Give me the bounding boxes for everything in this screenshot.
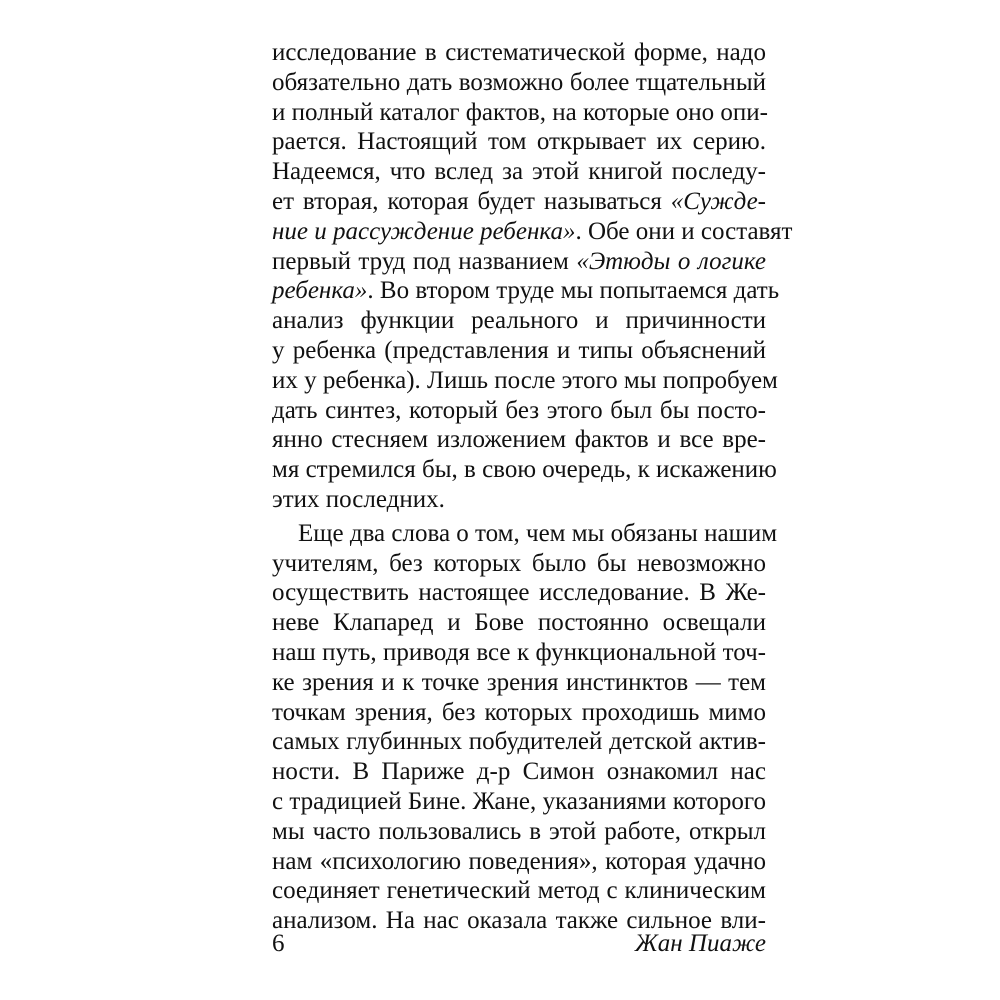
text-line: дать синтез, который без этого был бы посто- [272,396,766,424]
book-title-italic: ние и рассуждение ребенка» [272,217,576,245]
text-line: исследование в систематической форме, надо [272,39,766,66]
page-number: 6 [272,930,285,957]
text-line: ности. В Париже д-р Симон ознакомил нас [272,758,766,786]
text-line: учителям, без которых было бы невозможно [272,549,766,577]
text-line: с традицией Бине. Жане, указаниями которого [272,787,766,815]
text-run: . Обе они и составят [575,217,793,245]
text-run: первый труд под названием [272,247,577,275]
book-title-italic: «Сужде- [670,187,766,215]
page-body [272,38,793,936]
text-line: осуществить настоящее исследование. В Же- [272,579,766,607]
text-line [272,187,766,217]
book-title-italic: «Этюды о логике [576,247,766,275]
text-line [272,276,780,306]
paragraph-1 [272,38,793,515]
text-line: их у ребенка). Лишь после этого мы попробуем [272,366,778,394]
text-line: ке зрения и к точке зрения инстинктов — тем [272,668,766,696]
text-run: ет вторая, которая будет называться [272,187,671,215]
text-line: обязательно дать возможно более тщательный [272,68,766,96]
text-line: и полный каталог фактов, на которые оно опи- [272,98,768,126]
text-line [272,217,793,247]
text-line: рается. Настоящий том открывает их серию. [272,128,766,156]
book-title-italic: ребенка» [272,277,368,305]
text-line: самых глубинных побудителей детской актив- [272,728,766,756]
running-head-author: Жан Пиаже [634,930,766,957]
text-line: неве Клапаред и Бове постоянно освещали [272,609,766,637]
text-line: анализ функции реального и причинности [272,307,766,335]
text-line: мя стремился бы, в свою очередь, к искажению [272,456,777,484]
text-line: янно стесняем изложением фактов и все вре- [272,426,766,454]
text-line: соединяет генетический метод с клиническим [272,877,766,905]
text-line: у ребенка (представления и типы объяснений [272,336,766,364]
text-run: . Во втором труде мы попытаемся дать [367,277,780,305]
text-line: Еще два слова о том, чем мы обязаны нашим [298,519,778,547]
page-footer [272,928,766,960]
text-line: анализом. На нас оказала также сильное вли- [272,907,766,935]
paragraph-2 [272,519,778,936]
text-line: нам «психологию поведения», которая удачно [272,847,766,875]
text-line [272,247,766,277]
text-line: наш путь, приводя все к функциональной точ- [272,638,766,666]
text-line: точкам зрения, без которых проходишь мимо [272,698,766,726]
text-line: этих последних. [272,485,445,513]
text-line: Надеемся, что вслед за этой книгой последу- [272,158,766,186]
text-line: мы часто пользовались в этой работе, открыл [272,817,766,845]
